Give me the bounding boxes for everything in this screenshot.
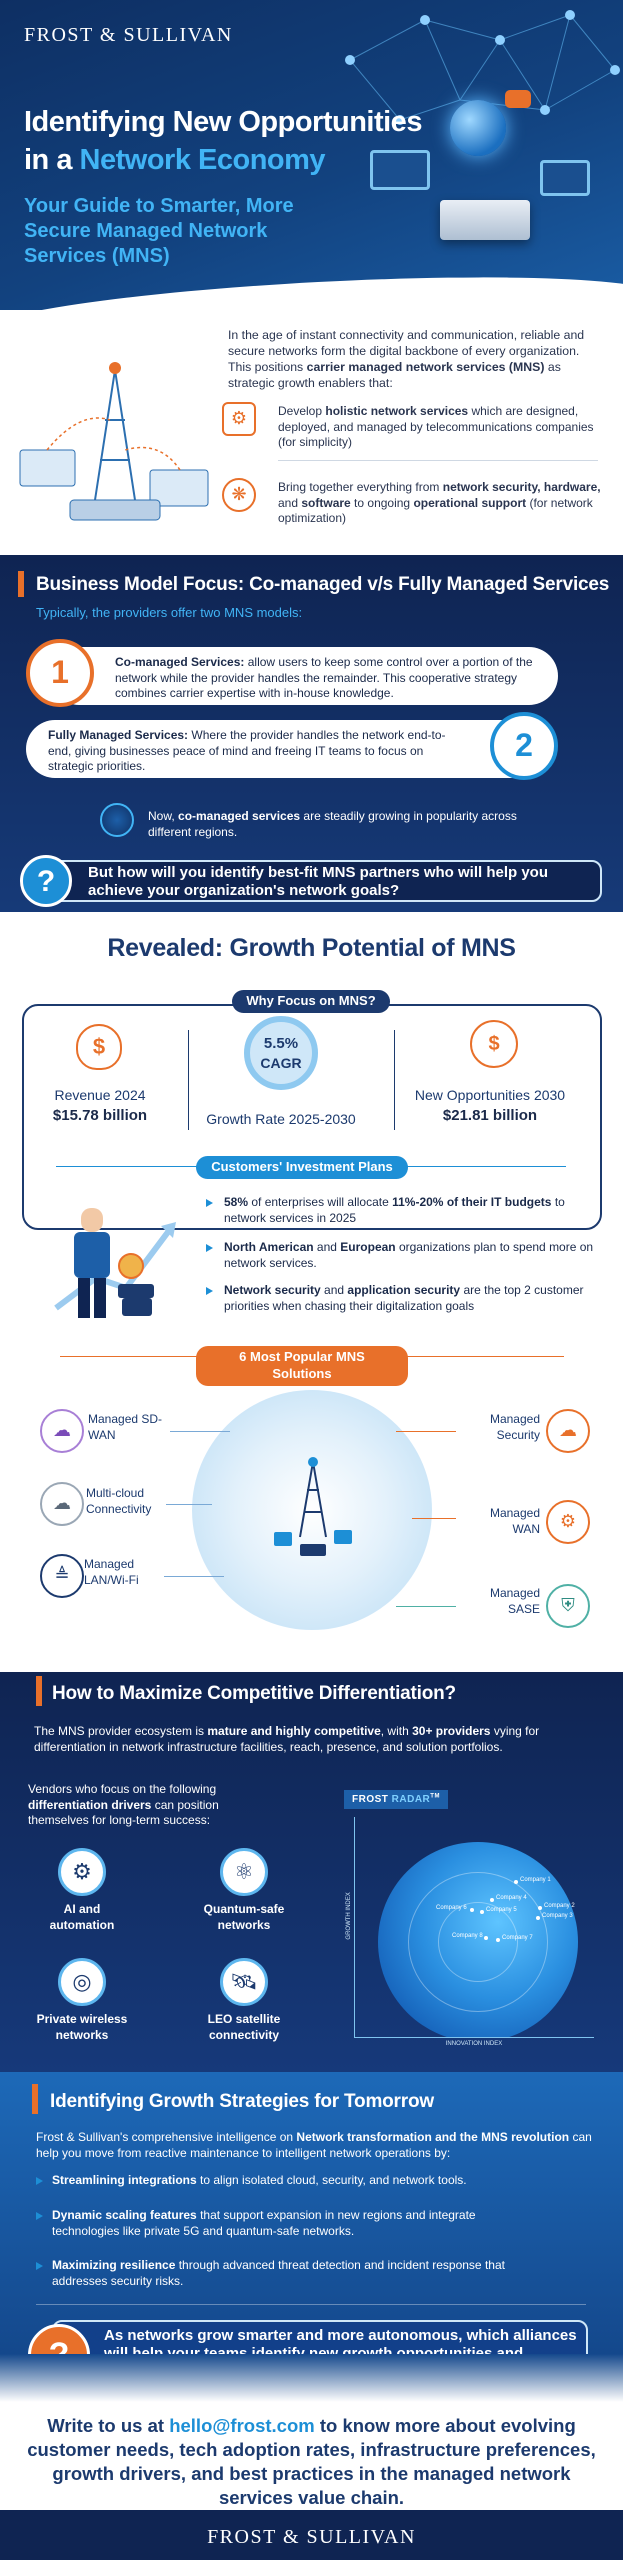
radar-x-axis xyxy=(354,2037,594,2038)
investment-pill: Customers' Investment Plans xyxy=(196,1156,408,1179)
solution-managed-security: Managed Security xyxy=(489,1412,540,1442)
radar-x-label: INNOVATION INDEX xyxy=(445,2041,503,2047)
radar-point xyxy=(496,1938,500,1942)
multi-cloud-icon: ☁ xyxy=(40,1482,84,1526)
hero-title xyxy=(24,104,422,179)
differentiation-intro: The MNS provider ecosystem is mature and highly competitive, with 30+ providers vying for differentiation in network infrastructure facilities, reach, presence, and solution portfolios. xyxy=(34,1724,540,1754)
strategies-heading: Identifying Growth Strategies for Tomorrow xyxy=(50,2091,434,2112)
server-illustration xyxy=(440,200,530,240)
hero-subtitle: Your Guide to Smarter, More Secure Managed Network Services (MNS) xyxy=(24,195,294,267)
divider xyxy=(278,460,598,461)
sase-shield-icon: ⛨ xyxy=(546,1584,590,1628)
radar-company-4: Company 4 xyxy=(496,1895,527,1901)
cagr-ring xyxy=(244,1016,318,1090)
strategies-section xyxy=(0,2072,623,2354)
why-focus-pill: Why Focus on MNS? xyxy=(232,990,390,1013)
intro-paragraph: In the age of instant connectivity and communication, reliable and secure networks form the digital backbone of every organization. This positions carrier managed network services (MNS) as strategic growth enablers that: xyxy=(228,328,585,390)
gear-network-icon: ❋ xyxy=(222,478,256,512)
bullet-icon xyxy=(206,1197,216,1207)
wan-connector xyxy=(412,1518,456,1519)
sase-connector xyxy=(396,1606,456,1607)
cagr-value: 5.5% xyxy=(263,1035,299,1053)
differentiation-section xyxy=(0,1672,623,2072)
model-1-text: Co-managed Services: allow users to keep some control over a portion of the network while the provider handles the remainder. This cooperative strategy combines carrier expertise with in-house knowledge. xyxy=(115,655,533,701)
growth-heading: Revealed: Growth Potential of MNS xyxy=(107,934,516,962)
investment-plan-3: Network security and application security are the top 2 customer priorities when chasing their digitalization goals xyxy=(224,1283,584,1313)
strategies-question: As networks grow smarter and more autonomous, which alliances xyxy=(104,2327,577,2344)
opportunities-value: $21.81 billion xyxy=(442,1107,538,1124)
cta-text: Write to us at hello@frost.com to know more about evolving customer needs, tech adoption rates, infrastructure preferences, growth drivers, and best practices in the managed network services value chain. xyxy=(27,2415,596,2509)
security-connector xyxy=(396,1431,456,1432)
business-model-sub: Typically, the providers offer two MNS models: xyxy=(36,605,303,620)
bullet-icon xyxy=(36,2210,46,2220)
model-2-text: Fully Managed Services: Where the provider handles the network end-to-end, giving businesses peace of mind and freeing IT teams to focus on strategic priorities. xyxy=(48,728,446,774)
ai-automation-icon: ⚙ xyxy=(58,1848,106,1896)
growth-section xyxy=(0,912,623,1672)
radar-company-2: Company 2 xyxy=(544,1903,575,1909)
radar-point xyxy=(514,1880,518,1884)
revenue-value: $15.78 billion xyxy=(52,1107,148,1124)
laptop-illustration-2 xyxy=(540,160,590,196)
hero-title-line2: in a Network Economy xyxy=(24,143,326,176)
radar-company-5: Company 5 xyxy=(486,1907,517,1913)
chat-bubble-icon xyxy=(505,90,531,108)
section-accent-bar xyxy=(36,1676,42,1706)
multi-cloud-connector xyxy=(166,1504,212,1505)
radar-point xyxy=(538,1906,542,1910)
satellite-icon: 🛰 xyxy=(220,1958,268,2006)
opportunities-label: New Opportunities 2030 xyxy=(414,1087,566,1103)
wan-gear-icon: ⚙ xyxy=(546,1500,590,1544)
question-icon: ? xyxy=(20,855,72,907)
quantum-icon: ⚛ xyxy=(220,1848,268,1896)
hero-title-line1: Identifying New Opportunities xyxy=(24,106,422,138)
differentiation-heading: How to Maximize Competitive Differentiation? xyxy=(52,1683,456,1704)
strategy-item-1: Streamlining integrations to align isolated cloud, security, and network tools. xyxy=(52,2173,467,2187)
cagr-label: CAGR xyxy=(260,1054,302,1071)
bullet-icon xyxy=(206,1285,216,1295)
tower-devices-illustration xyxy=(270,1452,356,1562)
intro-point-2: Bring together everything from network security, hardware, and software to ongoing operational support (for network optimization) xyxy=(278,480,601,526)
question-text: But how will you identify best-fit MNS partners who will help you achieve your organization's network goals? xyxy=(88,864,549,899)
radar-point xyxy=(536,1916,540,1920)
business-model-section xyxy=(0,555,623,912)
bullet-icon xyxy=(36,2260,46,2270)
radar-y-label: GROWTH INDEX xyxy=(346,1892,353,1940)
tower-network-illustration xyxy=(10,350,220,535)
solution-managed-sase: Managed SASE xyxy=(489,1586,540,1616)
contact-email-link[interactable]: hello@frost.com xyxy=(169,2415,315,2436)
solution-lan-wifi: Managed LAN/Wi-Fi xyxy=(84,1557,139,1587)
intro-point-1: Develop holistic network services which are designed, deployed, and managed by telecommunications companies (for simplicity) xyxy=(278,404,594,450)
intro-section xyxy=(0,310,623,555)
strategies-divider xyxy=(36,2304,586,2305)
strategy-item-3: Maximizing resilience through advanced threat detection and incident response that addresses security risks. xyxy=(52,2258,505,2288)
money-bag-icon: $ xyxy=(76,1024,122,1070)
sd-wan-connector xyxy=(170,1431,230,1432)
radar-y-axis xyxy=(354,1817,355,2037)
model-1-number: 1 xyxy=(26,639,94,707)
lan-wifi-icon: ≜ xyxy=(40,1554,84,1598)
footer-logo[interactable]: FROST & SULLIVAN xyxy=(207,2526,416,2548)
hero-section xyxy=(0,0,623,318)
lan-wifi-connector xyxy=(164,1576,224,1577)
cta-top-band xyxy=(0,2354,623,2402)
driver-ai: AI and automation xyxy=(49,1902,115,1932)
bullet-icon xyxy=(36,2175,46,2185)
radar-point xyxy=(480,1910,484,1914)
strategies-intro: Frost & Sullivan's comprehensive intelligence on Network transformation and the MNS revolution can help you move from reactive maintenance to intelligent network operations by: xyxy=(36,2130,592,2160)
business-model-heading: Business Model Focus: Co-managed v/s Fully Managed Services xyxy=(36,574,610,595)
investment-plan-2: North American and European organizations plan to spend more on network services. xyxy=(224,1240,594,1270)
solution-managed-wan: Managed WAN xyxy=(489,1506,540,1536)
stats-divider xyxy=(188,1030,189,1130)
radar-point xyxy=(490,1898,494,1902)
driver-leo: LEO satellite connectivity xyxy=(207,2012,281,2042)
section-accent-bar xyxy=(18,571,24,597)
sd-wan-icon: ☁ xyxy=(40,1409,84,1453)
header-logo[interactable]: FROST & SULLIVAN xyxy=(24,24,233,46)
solution-sd-wan: Managed SD-WAN xyxy=(88,1412,163,1442)
co-managed-note: Now, co-managed services are steadily growing in popularity across different regions. xyxy=(148,809,517,839)
solution-multi-cloud: Multi-cloud Connectivity xyxy=(86,1486,152,1516)
investment-plan-1: 58% of enterprises will allocate 11%-20% of their IT budgets to network services in 2025 xyxy=(224,1195,565,1225)
driver-wireless: Private wireless networks xyxy=(36,2012,128,2042)
radar-point xyxy=(470,1908,474,1912)
stats-divider-2 xyxy=(394,1030,395,1130)
investor-illustration xyxy=(36,1188,186,1328)
revenue-label: Revenue 2024 xyxy=(54,1087,146,1103)
radar-point xyxy=(484,1936,488,1940)
globe-icon xyxy=(450,100,506,156)
solutions-pill: 6 Most Popular MNS Solutions xyxy=(196,1346,408,1386)
globe-icon xyxy=(100,803,134,837)
driver-quantum: Quantum-safe networks xyxy=(203,1902,285,1932)
growth-coins-icon: $ xyxy=(470,1020,518,1068)
radar-company-7: Company 7 xyxy=(502,1935,533,1941)
strategy-item-2: Dynamic scaling features that support expansion in new regions and integrate technologies like private 5G and quantum-safe networks. xyxy=(52,2208,476,2238)
radar-title: FROST RADAR™ xyxy=(344,1790,448,1809)
service-icon: ⚙ xyxy=(222,402,256,436)
vendors-text: Vendors who focus on the following differentiation drivers can position themselves for long-term success: xyxy=(28,1782,219,1828)
footer xyxy=(0,2510,623,2560)
bullet-icon xyxy=(206,1242,216,1252)
radar-company-3: Company 3 xyxy=(542,1913,573,1919)
wireless-icon: ◎ xyxy=(58,1958,106,2006)
section-accent-bar xyxy=(32,2084,38,2114)
growth-rate-label: Growth Rate 2025-2030 xyxy=(206,1111,356,1127)
radar-company-6: Company 6 xyxy=(436,1905,467,1911)
model-2-number: 2 xyxy=(490,712,558,780)
radar-company-8: Company 8 xyxy=(452,1933,483,1939)
radar-company-1: Company 1 xyxy=(520,1877,551,1883)
security-cloud-icon: ☁ xyxy=(546,1409,590,1453)
